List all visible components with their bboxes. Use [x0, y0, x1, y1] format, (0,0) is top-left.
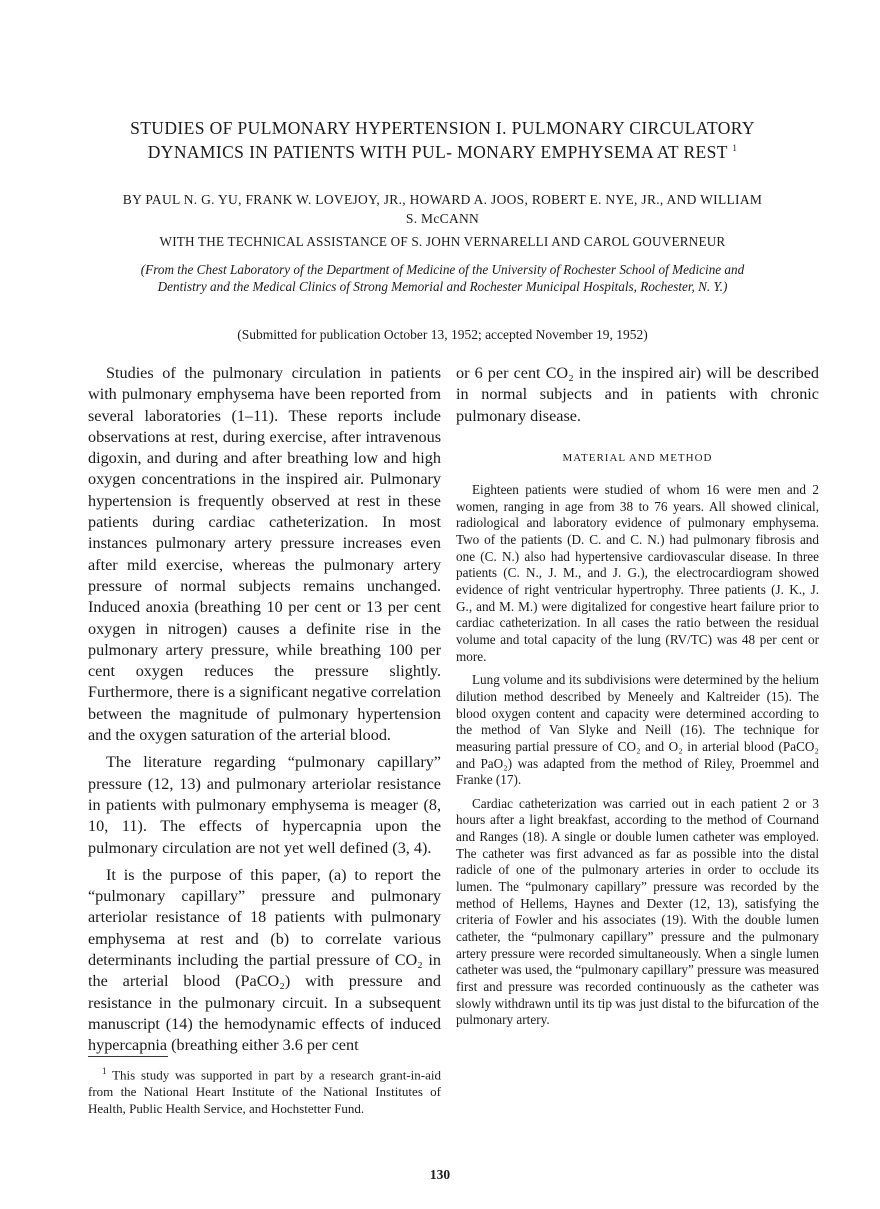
footnote-divider	[88, 1056, 168, 1057]
footnote-paragraph	[88, 1063, 441, 1117]
method-paragraph-1: Eighteen patients were studied of whom 16 were men and 2 women, ranging in age from 38 to 76 years. All showed clinical, radiological and laboratory evidence of pulmonary emphysema. Two of the patients (D. C. and C. N.) had pulmonary fibrosis and one (C. N.) also had hypertensive cardiovascular disease. In three patients (C. N., J. M., and J. G.), the electrocardiogram showed evidence of right ventricular hypertrophy. Three patients (J. K., J. G., and M. M.) were digitalized for congestive heart failure prior to cardiac catheterization. In all cases the ratio between the residual volume and total capacity of the lung (RV/TC) was 48 per cent or more.	[456, 482, 819, 664]
article-title	[120, 118, 765, 162]
page-number: 130	[429, 1167, 451, 1182]
technical-assistance	[60, 234, 825, 250]
affiliation: (From the Chest Laboratory of the Department of Medicine of the University of Rochester School of Medicine and Dentistry and the Medical Clinics of Strong Memorial and Rochester Municipal Hospitals, Rochester, N. Y.)	[140, 262, 745, 294]
footnote-mark: 1	[102, 1066, 107, 1076]
footnote-text: This study was supported in part by a research grant-in-aid from the National Heart Institute of the National Institutes of Health, Public Health Service, and Hochstetter Fund.	[88, 1067, 441, 1116]
footnote	[88, 1063, 441, 1117]
intro-paragraph-1: Studies of the pulmonary circulation in patients with pulmonary emphysema have been reported from several laboratories (1–11). These reports include observations at rest, during exercise, after intravenous digoxin, and during and after breathing low and high oxygen concentrations in the inspired air. Pulmonary hypertension is frequently observed at rest in these patients during cardiac catheterization. In most instances pulmonary artery pressure increases even after mild exercise, whereas the pulmonary artery pressure of normal subjects remains unchanged. Induced anoxia (breathing 10 per cent or 13 per cent oxygen in nitrogen) causes a definite rise in the pulmonary artery pressure, while breathing 100 per cent oxygen reduces the pressure slightly. Furthermore, there is a significant negative correlation between the magnitude of pulmonary hypertension and the oxygen saturation of the arterial blood.	[88, 364, 441, 745]
intro-paragraph-3: It is the purpose of this paper, (a) to report the “pulmonary capillary” pressure and pulmonary arteriolar resistance of 18 patients with pulmonary emphysema at rest and (b) to correlate various determinants including the partial pressure of CO₂ in the arterial blood (PaCO₂) with pressure and resistance in the pulmonary circuit. In a subsequent manuscript (14) the hemodynamic effects of induced hypercapnia (breathing either 3.6 per cent	[88, 865, 441, 1055]
submission-dates: (Submitted for publication October 13, 1952; accepted November 19, 1952)	[237, 327, 648, 342]
intro-continuation: or 6 per cent CO₂ in the inspired air) will be described in normal subjects and in patients with chronic pulmonary disease.	[456, 364, 819, 425]
technical-assistance-text: WITH THE TECHNICAL ASSISTANCE OF S. JOHN VERNARELLI AND CAROL GOUVERNEUR	[159, 234, 726, 249]
left-column	[88, 363, 441, 1057]
article-title-text: STUDIES OF PULMONARY HYPERTENSION I. PULMONARY CIRCULATORY DYNAMICS IN PATIENTS WITH PUL- MONARY EMPHYSEMA AT REST	[130, 118, 755, 162]
right-column-top	[456, 363, 819, 427]
method-paragraph-3: Cardiac catheterization was carried out in each patient 2 or 3 hours after a light breakfast, according to the method of Cournand and Ranges (18). A single or double lumen catheter was employed. The catheter was first advanced as far as possible into the distal radicle of one of the pulmonary arteries in order to occlude its lumen. The “pulmonary capillary” pressure was recorded by the method of Hellems, Haynes and Dexter (12, 13), satisfying the criteria of Fowler and his associates (19). With the double lumen catheter, the “pulmonary capillary” pressure and the pulmonary artery pressure were recorded simultaneously. When a single lumen catheter was used, the “pulmonary capillary” pressure was measured first and pressure was recorded continuously as the catheter was slowly withdrawn until its tip was just distal to the bifurcation of the pulmonary artery.	[456, 795, 819, 1028]
method-paragraph-2: Lung volume and its subdivisions were determined by the helium dilution method described by Meneely and Kaltreider (15). The blood oxygen content and capacity were determined according to the method of Van Slyke and Neill (16). The technique for measuring partial pressure of CO₂ and O₂ in arterial blood (PaCO₂ and PaO₂) was adapted from the method of Riley, Proemmel and Franke (17).	[456, 672, 819, 788]
author-list: BY PAUL N. G. YU, FRANK W. LOVEJOY, JR., HOWARD A. JOOS, ROBERT E. NYE, JR., AND WILLIAM S. McCANN	[122, 192, 763, 226]
section-heading: MATERIAL AND METHOD	[562, 452, 713, 464]
title-footnote-mark: 1	[732, 143, 738, 153]
method-section	[456, 482, 819, 1029]
intro-paragraph-2: The literature regarding “pulmonary capillary” pressure (12, 13) and pulmonary arteriolar resistance in patients with pulmonary emphysema is meager (8, 10, 11). The effects of hypercapnia upon the pulmonary circulation are not yet well defined (3, 4).	[88, 753, 441, 857]
